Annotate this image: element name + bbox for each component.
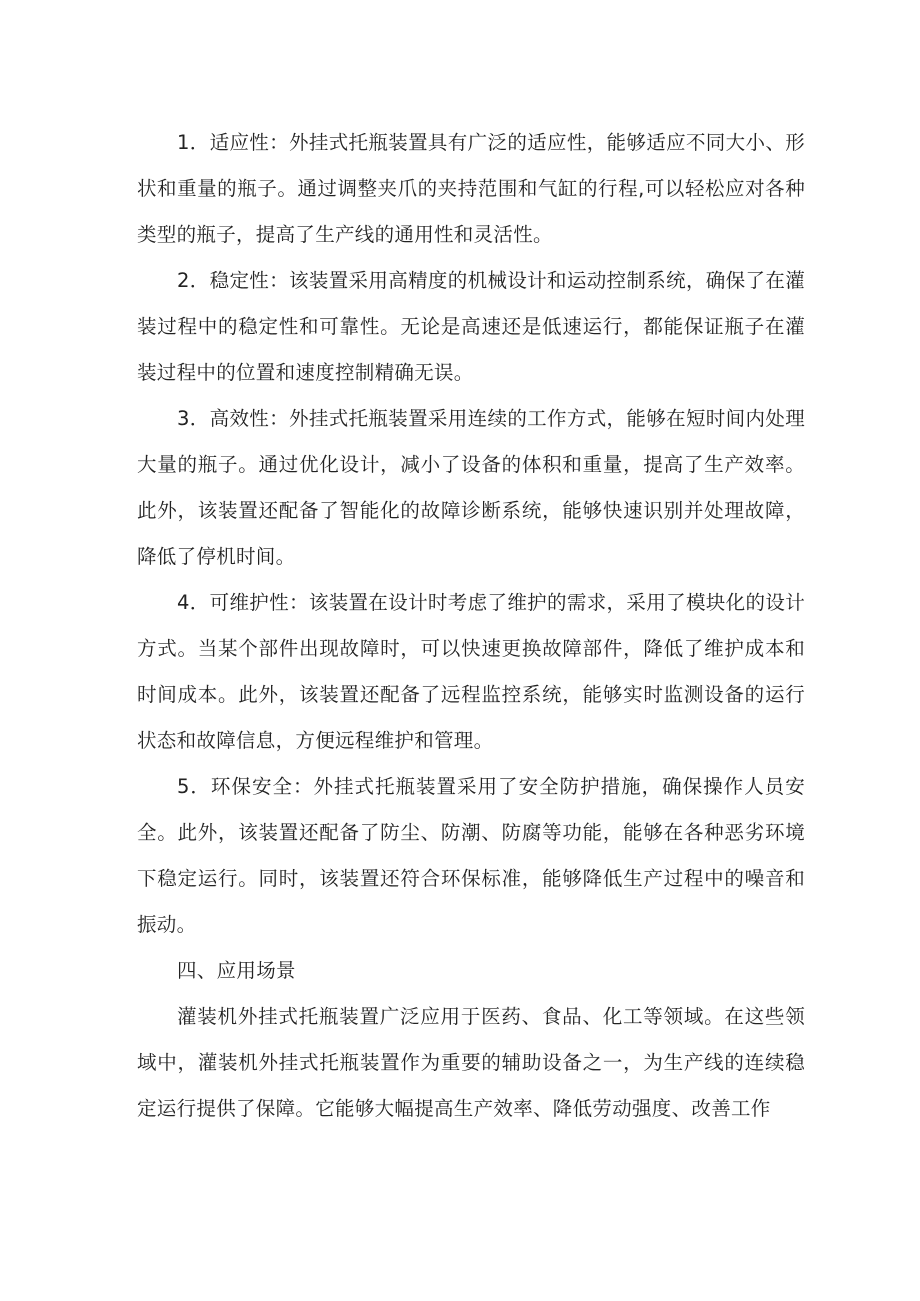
paragraph-efficiency: 3．高效性：外挂式托瓶装置采用连续的工作方式，能够在短时间内处理大量的瓶子。通过优化设计，减小了设备的体积和重量，提高了生产效率。此外，该装置还配备了智能化的故障诊断系统，能够快速识别并处理故障，降低了停机时间。 [137, 407, 805, 568]
paragraph-application: 灌装机外挂式托瓶装置广泛应用于医药、食品、化工等领域。在这些领域中，灌装机外挂式托瓶装置作为重要的辅助设备之一，为生产线的连续稳定运行提供了保障。它能够大幅提高生产效率、降低劳动强度、改善工作 [137, 1005, 805, 1120]
paragraph-adaptability: 1．适应性：外挂式托瓶装置具有广泛的适应性，能够适应不同大小、形状和重量的瓶子。通过调整夹爪的夹持范围和气缸的行程,可以轻松应对各种类型的瓶子，提高了生产线的通用性和灵活性。 [137, 131, 805, 246]
paragraph-maintainability: 4．可维护性：该装置在设计时考虑了维护的需求，采用了模块化的设计方式。当某个部件出现故障时，可以快速更换故障部件，降低了维护成本和时间成本。此外，该装置还配备了远程监控系统，能够实时监测设备的运行状态和故障信息，方便远程维护和管理。 [137, 591, 805, 752]
section-heading-application-scenarios: 四、应用场景 [177, 959, 296, 982]
document-body [137, 120, 805, 1132]
paragraph-stability: 2．稳定性：该装置采用高精度的机械设计和运动控制系统，确保了在灌装过程中的稳定性和可靠性。无论是高速还是低速运行，都能保证瓶子在灌装过程中的位置和速度控制精确无误。 [137, 269, 805, 384]
paragraph-environmental-safety: 5．环保安全：外挂式托瓶装置采用了安全防护措施，确保操作人员安全。此外，该装置还配备了防尘、防潮、防腐等功能，能够在各种恶劣环境下稳定运行。同时，该装置还符合环保标准，能够降低生产过程中的噪音和振动。 [137, 775, 805, 936]
